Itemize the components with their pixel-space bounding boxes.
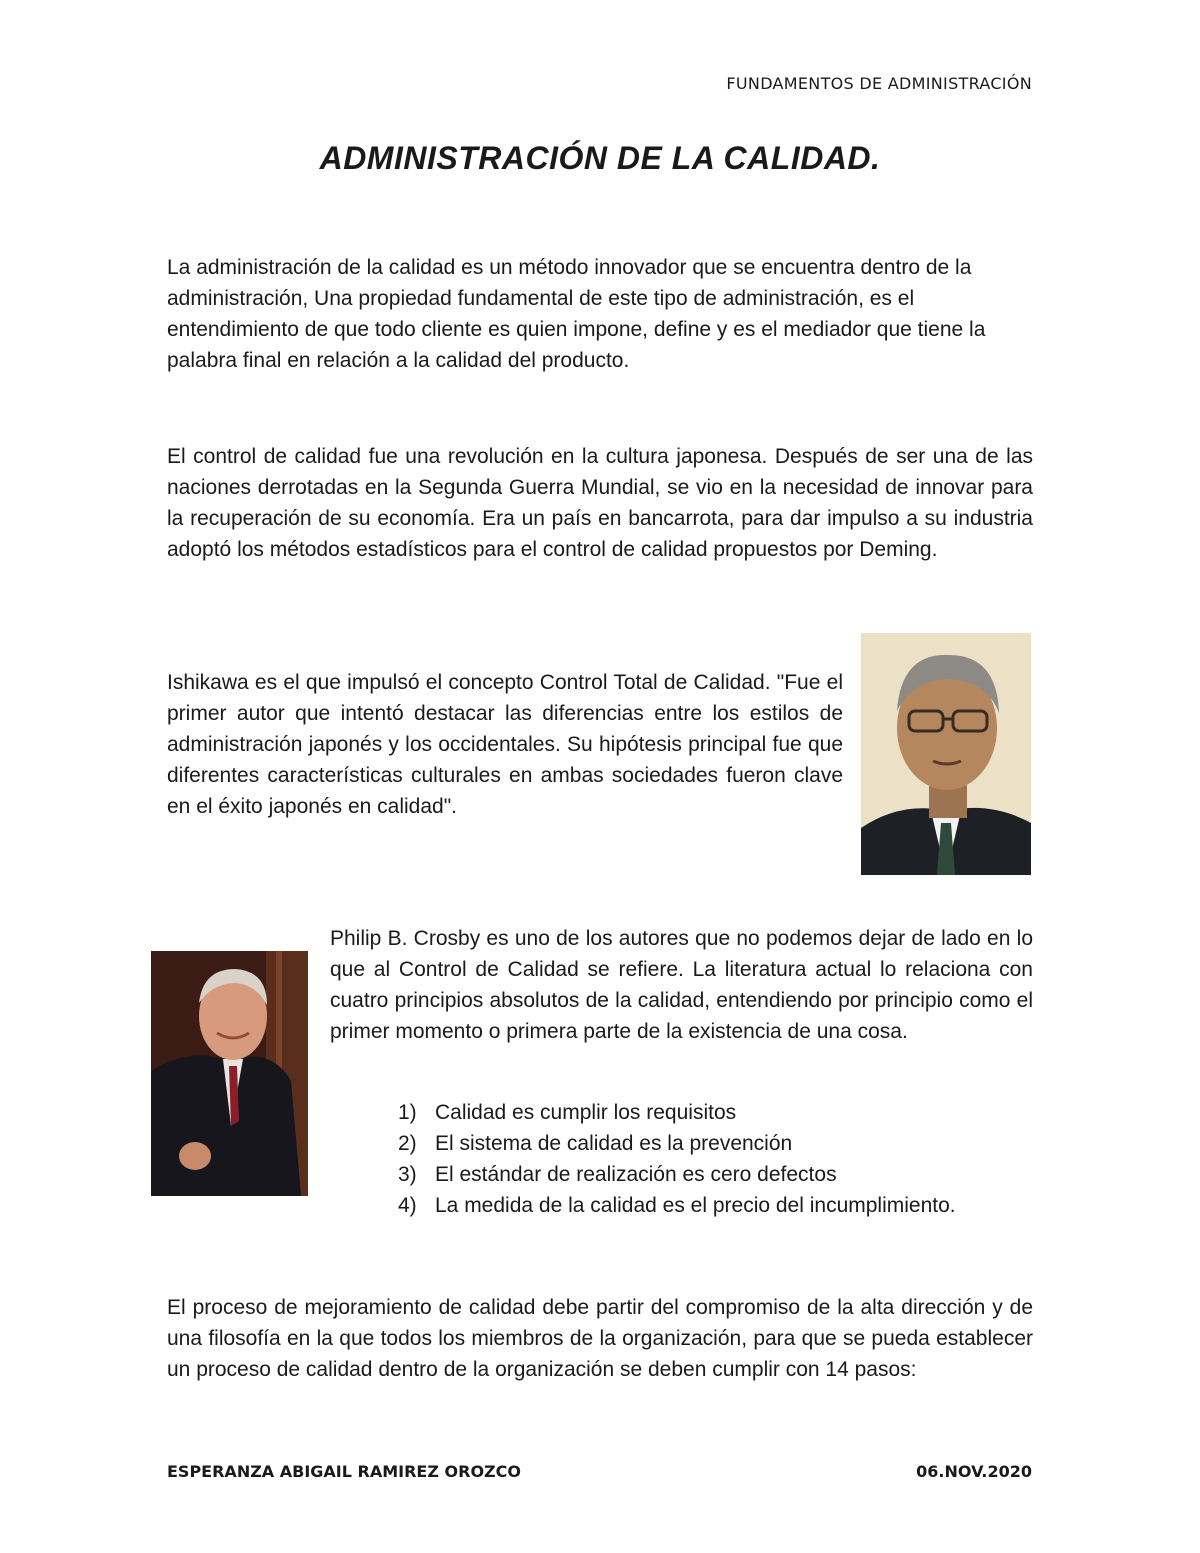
page-header: FUNDAMENTOS DE ADMINISTRACIÓN — [726, 74, 1032, 93]
intro-paragraph: La administración de la calidad es un método innovador que se encuentra dentro de la administración, Una propiedad fundamental de este tipo de administración, es el entendimiento de que todo cliente es quien impone, define y es el mediador que tiene la palabra final en relación a la calidad del producto. — [167, 256, 986, 372]
list-item — [398, 1128, 956, 1159]
process-paragraph: El proceso de mejoramiento de calidad debe partir del compromiso de la alta dirección y de una filosofía en la que todos los miembros de la organización, para que se pueda establecer un proceso de calidad dentro de la organización se deben cumplir con 14 pasos: — [167, 1296, 1033, 1381]
ishikawa-paragraph: Ishikawa es el que impulsó el concepto Control Total de Calidad. "Fue el primer autor que intentó destacar las diferencias entre los estilos de administración japonés y los occidentales. Su hipótesis principal fue que diferentes características culturales en ambas sociedades fueron clave en el éxito japonés en calidad". — [167, 671, 843, 818]
list-item-number: 3) — [398, 1163, 417, 1186]
list-item-number: 1) — [398, 1101, 417, 1124]
list-item-number: 2) — [398, 1132, 417, 1155]
ishikawa-portrait — [861, 633, 1031, 875]
japan-paragraph: El control de calidad fue una revolución en la cultura japonesa. Después de ser una de las naciones derrotadas en la Segunda Guerra Mundial, se vio en la necesidad de innovar para la recuperación de su economía. Era un país en bancarrota, para dar impulso a su industria adoptó los métodos estadísticos para el control de calidad propuestos por Deming. — [167, 445, 1033, 561]
crosby-portrait — [151, 951, 308, 1196]
list-item — [398, 1097, 956, 1128]
list-item-text: Calidad es cumplir los requisitos — [435, 1101, 737, 1124]
footer-author: ESPERANZA ABIGAIL RAMIREZ OROZCO — [167, 1462, 521, 1481]
list-item-number: 4) — [398, 1194, 417, 1217]
list-item-text: El sistema de calidad es la prevención — [435, 1132, 793, 1155]
list-item-text: El estándar de realización es cero defectos — [435, 1163, 837, 1186]
principles-list — [398, 1097, 956, 1221]
crosby-paragraph: Philip B. Crosby es uno de los autores que no podemos dejar de lado en lo que al Control de Calidad se refiere. La literatura actual lo relaciona con cuatro principios absolutos de la calidad, entendiendo por principio como el primer momento o primera parte de la existencia de una cosa. — [330, 927, 1033, 1043]
footer-date: 06.NOV.2020 — [916, 1462, 1032, 1481]
list-item — [398, 1159, 956, 1190]
document-title: ADMINISTRACIÓN DE LA CALIDAD. — [319, 140, 881, 176]
list-item-text: La medida de la calidad es el precio del incumplimiento. — [435, 1194, 956, 1217]
list-item — [398, 1190, 956, 1221]
